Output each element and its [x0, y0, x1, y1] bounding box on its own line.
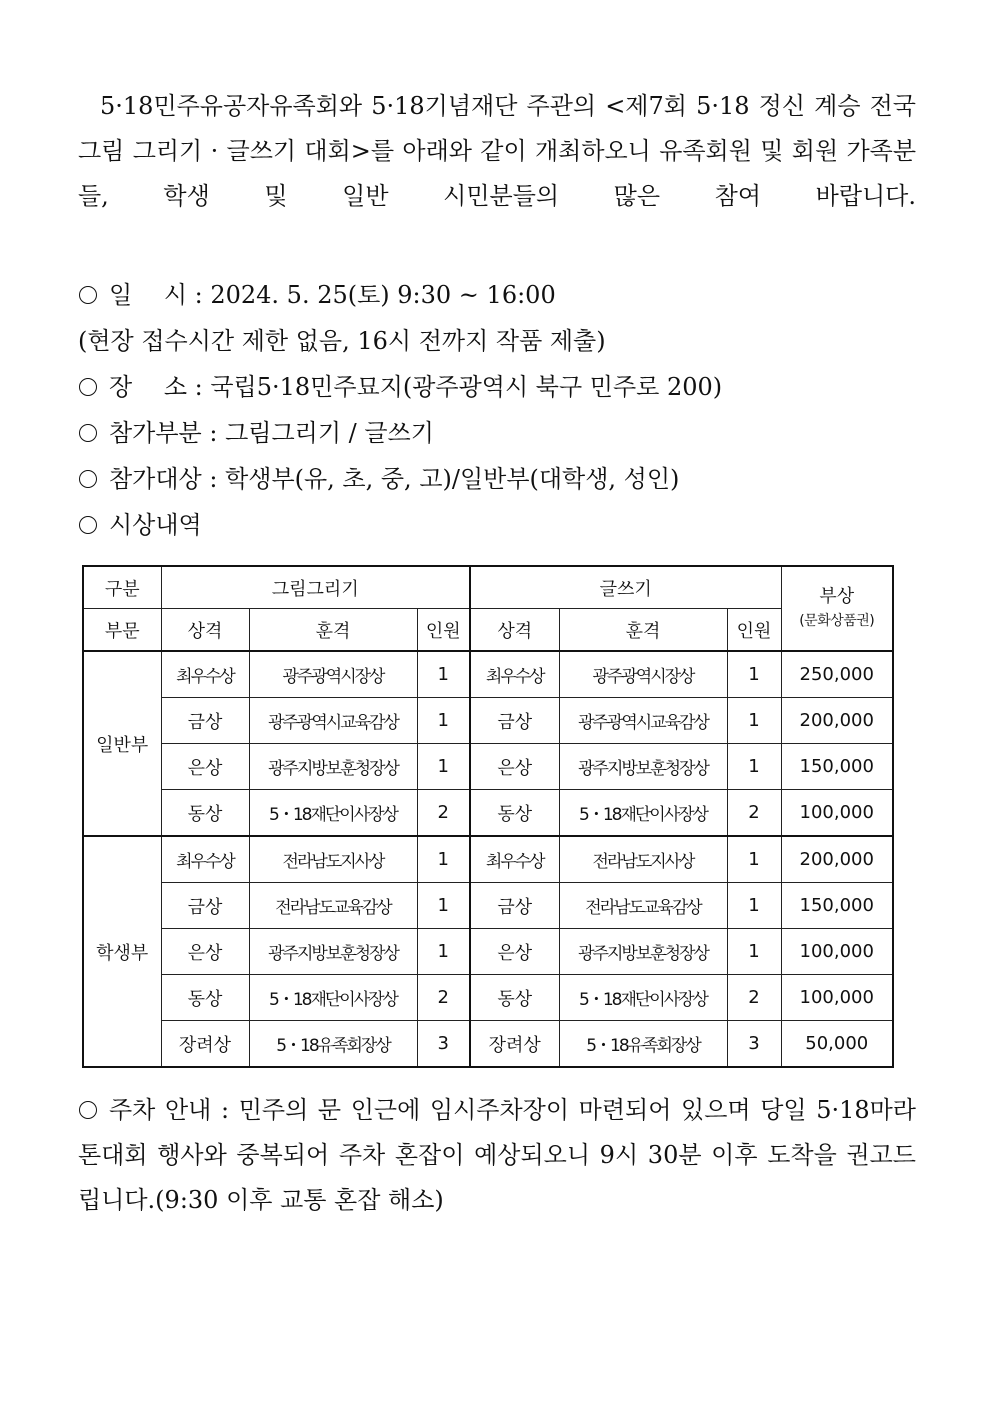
bullet-circle-icon — [79, 424, 97, 442]
cell-award: 전라남도지사상 — [559, 836, 727, 883]
cell-award: 전라남도교육감상 — [559, 883, 727, 929]
header-prize — [781, 566, 893, 651]
cell-count: 1 — [727, 744, 781, 790]
cell-prize: 50,000 — [781, 1021, 893, 1068]
info-target — [78, 456, 938, 502]
cell-rank: 금상 — [470, 698, 559, 744]
cell-award: 광주지방보훈청장상 — [559, 744, 727, 790]
cell-award: 5・18재단이사장상 — [249, 790, 417, 837]
cell-count: 1 — [417, 651, 470, 698]
cell-award: 광주광역시장상 — [559, 651, 727, 698]
cell-count: 1 — [727, 698, 781, 744]
info-date — [78, 272, 938, 318]
header-award: 훈격 — [559, 609, 727, 652]
event-info-list — [78, 272, 938, 548]
cell-rank: 은상 — [470, 744, 559, 790]
header-drawing: 그림그리기 — [161, 566, 470, 609]
cell-count: 1 — [417, 929, 470, 975]
cell-rank: 동상 — [161, 790, 249, 837]
table-row — [83, 836, 893, 883]
cell-award: 5・18유족회장상 — [249, 1021, 417, 1068]
info-target-text: 참가대상 : 학생부(유, 초, 중, 고)/일반부(대학생, 성인) — [109, 465, 680, 493]
info-place-text: 장 소 : 국립5·18민주묘지(광주광역시 북구 민주로 200) — [109, 373, 723, 401]
header-prize-label: 부상 — [819, 585, 855, 607]
bullet-circle-icon — [79, 286, 97, 304]
cell-award: 광주지방보훈청장상 — [249, 929, 417, 975]
bullet-circle-icon — [79, 1101, 97, 1119]
cell-count: 3 — [727, 1021, 781, 1068]
header-rank: 상격 — [161, 609, 249, 652]
cell-count: 1 — [417, 744, 470, 790]
cell-award: 5・18재단이사장상 — [559, 975, 727, 1021]
parking-notice — [78, 1088, 916, 1223]
header-writing: 글쓰기 — [470, 566, 781, 609]
intro-paragraph: 5·18민주유공자유족회와 5·18기념재단 주관의 <제7회 5·18 정신 계승 전국 그림 그리기 · 글쓰기 대회>를 아래와 같이 개최하오니 유족회원 및 회원 가족분들, 학생 및 일반 시민분들의 많은 참여 바랍니다. — [78, 92, 916, 210]
table-row — [83, 883, 893, 929]
general-division-label: 일반부 — [83, 651, 161, 836]
cell-award: 5・18유족회장상 — [559, 1021, 727, 1068]
table-row — [83, 698, 893, 744]
cell-rank: 은상 — [161, 929, 249, 975]
cell-award: 광주광역시교육감상 — [249, 698, 417, 744]
info-date-text: 일 시 : 2024. 5. 25(토) 9:30 ~ 16:00 — [109, 281, 556, 309]
bullet-circle-icon — [79, 470, 97, 488]
table-subheader-row — [83, 609, 893, 652]
header-division: 부문 — [83, 609, 161, 652]
cell-prize: 100,000 — [781, 929, 893, 975]
info-awards-heading — [78, 502, 938, 548]
cell-count: 1 — [727, 836, 781, 883]
cell-award: 광주지방보훈청장상 — [249, 744, 417, 790]
cell-rank: 동상 — [161, 975, 249, 1021]
cell-prize: 100,000 — [781, 975, 893, 1021]
table-header-row — [83, 566, 893, 609]
info-date-note-text: (현장 접수시간 제한 없음, 16시 전까지 작품 제출) — [78, 327, 606, 355]
info-date-note — [78, 318, 938, 364]
student-division-label: 학생부 — [83, 836, 161, 1067]
cell-count: 1 — [727, 883, 781, 929]
cell-prize: 100,000 — [781, 790, 893, 837]
cell-award: 전라남도지사상 — [249, 836, 417, 883]
cell-award: 5・18재단이사장상 — [249, 975, 417, 1021]
parking-text: 주차 안내 : 민주의 문 인근에 임시주차장이 마련되어 있으며 당일 5·18마라톤대회 행사와 중복되어 주차 혼잡이 예상되오니 9시 30분 이후 도착을 권고드립니다.(9:30 이후 교통 혼잡 해소) — [78, 1096, 916, 1214]
table-row — [83, 975, 893, 1021]
cell-count: 1 — [417, 883, 470, 929]
cell-count: 2 — [727, 790, 781, 837]
cell-rank: 최우수상 — [470, 651, 559, 698]
header-count: 인원 — [417, 609, 470, 652]
bullet-circle-icon — [79, 516, 97, 534]
cell-award: 전라남도교육감상 — [249, 883, 417, 929]
table-row — [83, 929, 893, 975]
cell-rank: 동상 — [470, 790, 559, 837]
table-row — [83, 790, 893, 837]
header-count: 인원 — [727, 609, 781, 652]
cell-count: 2 — [417, 975, 470, 1021]
cell-count: 2 — [417, 790, 470, 837]
header-award: 훈격 — [249, 609, 417, 652]
cell-prize: 200,000 — [781, 836, 893, 883]
cell-prize: 200,000 — [781, 698, 893, 744]
cell-rank: 금상 — [470, 883, 559, 929]
cell-prize: 250,000 — [781, 651, 893, 698]
cell-award: 광주광역시장상 — [249, 651, 417, 698]
cell-rank: 금상 — [161, 883, 249, 929]
header-prize-sub: (문화상품권) — [799, 612, 875, 629]
header-section: 구분 — [83, 566, 161, 609]
cell-award: 광주지방보훈청장상 — [559, 929, 727, 975]
cell-rank: 최우수상 — [161, 651, 249, 698]
cell-count: 1 — [417, 698, 470, 744]
cell-prize: 150,000 — [781, 744, 893, 790]
info-category-text: 참가부분 : 그림그리기 / 글쓰기 — [109, 419, 434, 447]
cell-count: 2 — [727, 975, 781, 1021]
cell-rank: 동상 — [470, 975, 559, 1021]
cell-count: 3 — [417, 1021, 470, 1068]
table-row — [83, 651, 893, 698]
cell-award: 광주광역시교육감상 — [559, 698, 727, 744]
cell-prize: 150,000 — [781, 883, 893, 929]
bullet-circle-icon — [79, 378, 97, 396]
awards-heading-text: 시상내역 — [109, 511, 202, 539]
awards-table — [82, 565, 894, 1068]
cell-rank: 금상 — [161, 698, 249, 744]
info-place — [78, 364, 938, 410]
cell-rank: 최우수상 — [470, 836, 559, 883]
cell-rank: 장려상 — [470, 1021, 559, 1068]
cell-rank: 장려상 — [161, 1021, 249, 1068]
cell-rank: 은상 — [470, 929, 559, 975]
header-rank: 상격 — [470, 609, 559, 652]
cell-count: 1 — [727, 651, 781, 698]
table-row — [83, 1021, 893, 1068]
info-category — [78, 410, 938, 456]
cell-count: 1 — [727, 929, 781, 975]
cell-rank: 최우수상 — [161, 836, 249, 883]
cell-rank: 은상 — [161, 744, 249, 790]
cell-award: 5・18재단이사장상 — [559, 790, 727, 837]
table-row — [83, 744, 893, 790]
cell-count: 1 — [417, 836, 470, 883]
